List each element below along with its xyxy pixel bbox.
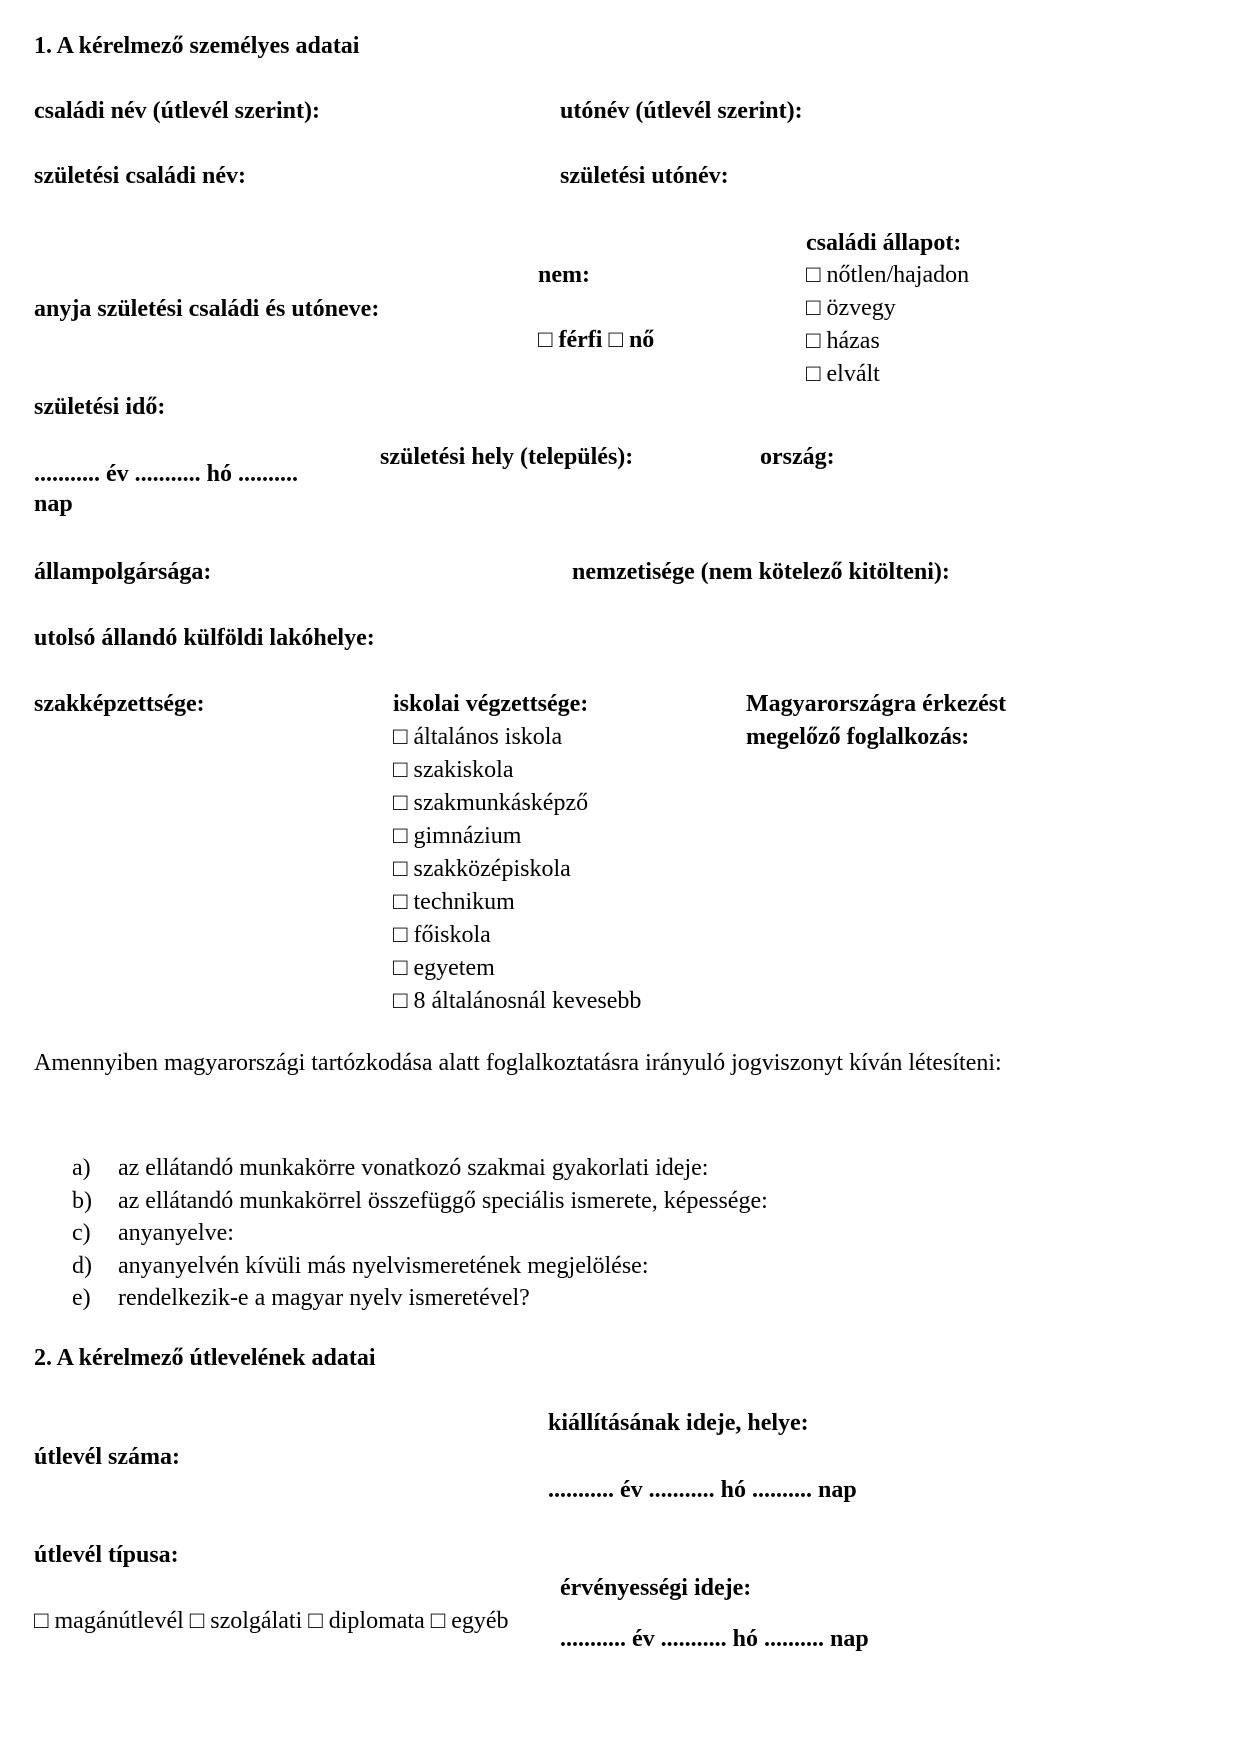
marital-option[interactable]: □ házas xyxy=(806,328,880,354)
passport-type-options[interactable]: □ magánútlevél □ szolgálati □ diplomata □ egyéb xyxy=(34,1608,509,1634)
issue-date-line: ........... év ........... hó .......... nap xyxy=(548,1477,857,1503)
validity-date-line: ........... év ........... hó .......... nap xyxy=(560,1626,869,1652)
birth-date-day: nap xyxy=(34,491,73,517)
marital-status-label: családi állapot: xyxy=(806,230,962,256)
given-name-label: utónév (útlevél szerint): xyxy=(560,98,803,124)
issue-label: kiállításának ideje, helye: xyxy=(548,1410,809,1436)
education-option[interactable]: □ egyetem xyxy=(393,955,495,981)
citizenship-label: állampolgársága: xyxy=(34,559,212,585)
birth-date-label: születési idő: xyxy=(34,394,166,420)
education-option[interactable]: □ általános iskola xyxy=(393,724,563,750)
education-option[interactable]: □ szakmunkásképző xyxy=(393,790,589,816)
sex-label: nem: xyxy=(538,262,590,288)
nationality-label: nemzetisége (nem kötelező kitölteni): xyxy=(572,559,950,585)
list-item: a) az ellátandó munkakörre vonatkozó szakmai gyakorlati ideje: xyxy=(72,1155,709,1181)
section1-title: 1. A kérelmező személyes adatai xyxy=(34,33,360,59)
country-label: ország: xyxy=(760,444,835,470)
employment-items xyxy=(72,1152,768,1315)
birth-place-label: születési hely (település): xyxy=(380,444,634,470)
previous-job-label: Magyarországra érkezést xyxy=(746,691,1007,717)
list-item: e) rendelkezik-e a magyar nyelv ismeretével? xyxy=(72,1285,530,1311)
birth-given-name-label: születési utónév: xyxy=(560,163,729,189)
list-item: b) az ellátandó munkakörrel összefüggő speciális ismerete, képessége: xyxy=(72,1187,768,1214)
passport-number-label: útlevél száma: xyxy=(34,1444,180,1470)
education-option[interactable]: □ szakiskola xyxy=(393,757,514,783)
birth-date-line: ........... év ........... hó .......... xyxy=(34,461,298,487)
family-name-label: családi név (útlevél szerint): xyxy=(34,98,320,124)
education-option[interactable]: □ technikum xyxy=(393,889,515,915)
last-residence-label: utolsó állandó külföldi lakóhelye: xyxy=(34,625,375,651)
education-options xyxy=(393,721,641,1018)
list-item: d) anyanyelvén kívüli más nyelvismeretének megjelölése: xyxy=(72,1252,649,1279)
mother-name-label: anyja születési családi és utóneve: xyxy=(34,296,380,322)
validity-label: érvényességi ideje: xyxy=(560,1575,752,1601)
employment-intro: Amennyiben magyarországi tartózkodása alatt foglalkoztatásra irányuló jogviszonyt kíván létesíteni: xyxy=(34,1050,1002,1076)
passport-type-label: útlevél típusa: xyxy=(34,1542,179,1568)
sex-options[interactable]: □ férfi □ nő xyxy=(538,327,655,353)
marital-status-options xyxy=(806,259,969,391)
marital-option[interactable]: □ nőtlen/hajadon xyxy=(806,262,970,288)
previous-job-label-cont: megelőző foglalkozás: xyxy=(746,724,970,750)
section2-title: 2. A kérelmező útlevelének adatai xyxy=(34,1345,376,1371)
education-option[interactable]: □ 8 általánosnál kevesebb xyxy=(393,988,642,1014)
marital-option[interactable]: □ elvált xyxy=(806,361,880,387)
education-label: iskolai végzettsége: xyxy=(393,691,589,717)
education-option[interactable]: □ főiskola xyxy=(393,922,491,948)
birth-family-name-label: születési családi név: xyxy=(34,163,246,189)
education-option[interactable]: □ szakközépiskola xyxy=(393,856,571,882)
qualification-label: szakképzettsége: xyxy=(34,691,205,717)
list-item: c) anyanyelve: xyxy=(72,1220,234,1246)
education-option[interactable]: □ gimnázium xyxy=(393,823,522,849)
marital-option[interactable]: □ özvegy xyxy=(806,295,896,321)
